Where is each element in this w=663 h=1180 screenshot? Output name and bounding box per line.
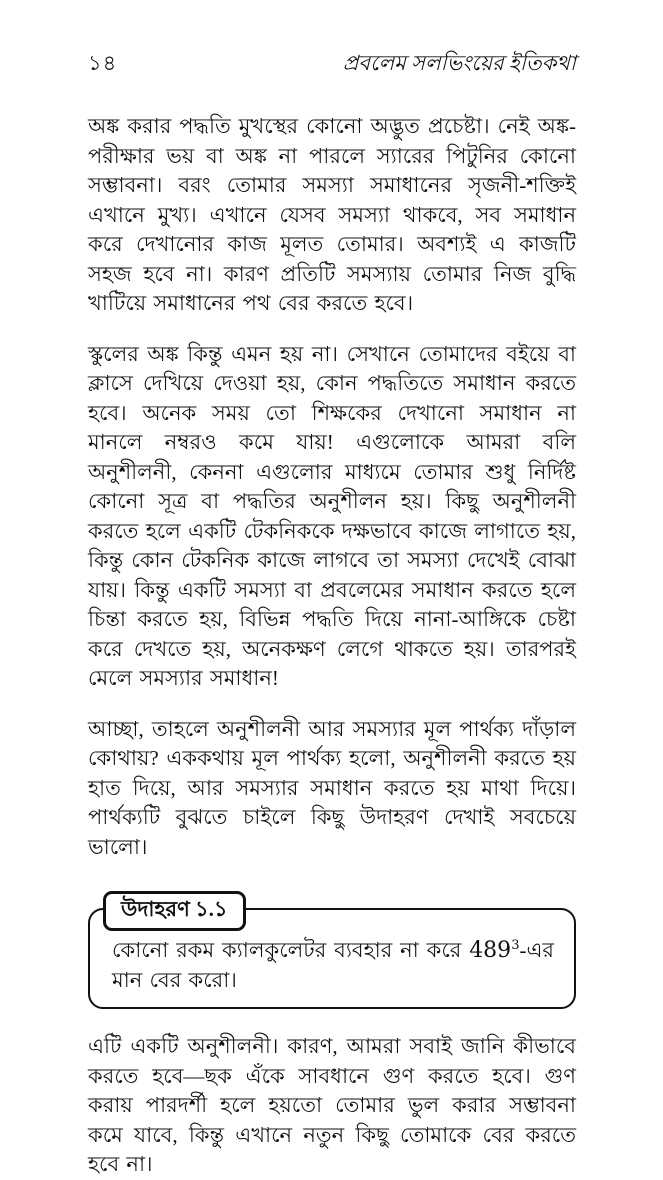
math-base: 489 [469,938,512,963]
math-expression [469,938,519,962]
page-header [88,50,576,76]
example-text-after-math: -এর মান বের করো। [112,938,554,992]
math-exponent: 3 [511,938,520,953]
paragraph-3: আচ্ছা, তাহলে অনুশীলনী আর সমস্যার মূল পার্থক্য দাঁড়াল কোথায়? এককথায় মূল পার্থক্য হলো, অনুশীলনী করতে হয় হাত দিয়ে, আর সমস্যার সমাধান করতে হয় মাথা দিয়ে। পার্থক্যটি বুঝতে চাইলে কিছু উদাহরণ দেখাই সবচেয়ে ভালো। [88,716,576,859]
page-body [88,112,576,1180]
running-title: প্রবলেম সলভিংয়ের ইতিকথা [342,51,576,75]
paragraph-4: এটি একটি অনুশীলনী। কারণ, আমরা সবাই জানি কীভাবে করতে হবে—ছক এঁকে সাবধানে গুণ করতে হবে। গুণ করায় পারদর্শী হলে হয়তো তোমার ভুল করার সম্ভাবনা কমে যাবে, কিন্তু এখানে নতুন কিছু তোমাকে বের করতে হবে না। [88,1034,576,1176]
example-box-label: উদাহরণ ১.১ [103,891,246,931]
example-box [88,897,576,1009]
example-box-body [112,936,554,995]
paragraph-2: স্কুলের অঙ্ক কিন্তু এমন হয় না। সেখানে তোমাদের বইয়ে বা ক্লাসে দেখিয়ে দেওয়া হয়, কোন পদ্ধতিতে সমাধান করতে হবে। অনেক সময় তো শিক্ষকের দেখানো সমাধান না মানলে নম্বরও কমে যায়! এগুলোকে আমরা বলি অনুশীলনী, কেননা এগুলোর মাধ্যমে তোমার শুধু নির্দিষ্ট কোনো সূত্র বা পদ্ধতির অনুশীলন হয়। কিছু অনুশীলনী করতে হলে একটি টেকনিককে দক্ষভাবে কাজে লাগাতে হয়, কিন্তু কোন টেকনিক কাজে লাগবে তা সমস্যা দেখেই বোঝা যায়। কিন্তু একটি সমস্যা বা প্রবলেমের সমাধান করতে হলে চিন্তা করতে হয়, বিভিন্ন পদ্ধতি দিয়ে নানা-আঙ্গিকে চেষ্টা করে দেখতে হয়, অনেকক্ষণ লেগে থাকতে হয়। তারপরই মেলে সমস্যার সমাধান! [88,341,576,690]
paragraph-1: অঙ্ক করার পদ্ধতি মুখস্থের কোনো অদ্ভুত প্রচেষ্টা। নেই অঙ্ক-পরীক্ষার ভয় বা অঙ্ক না পারলে স্যারের পিটুনির কোনো সম্ভাবনা। বরং তোমার সমস্যা সমাধানের সৃজনী-শক্তিই এখানে মুখ্য। এখানে যেসব সমস্যা থাকবে, সব সমাধান করে দেখানোর কাজ মূলত তোমার। অবশ্যই এ কাজটি সহজ হবে না। কারণ প্রতিটি সমস্যায় তোমার নিজ বুদ্ধি খাটিয়ে সমাধানের পথ বের করতে হবে। [88,114,576,315]
page-number: ১৪ [88,51,118,75]
example-text-before-math: কোনো রকম ক্যালকুলেটর ব্যবহার না করে [112,938,470,962]
